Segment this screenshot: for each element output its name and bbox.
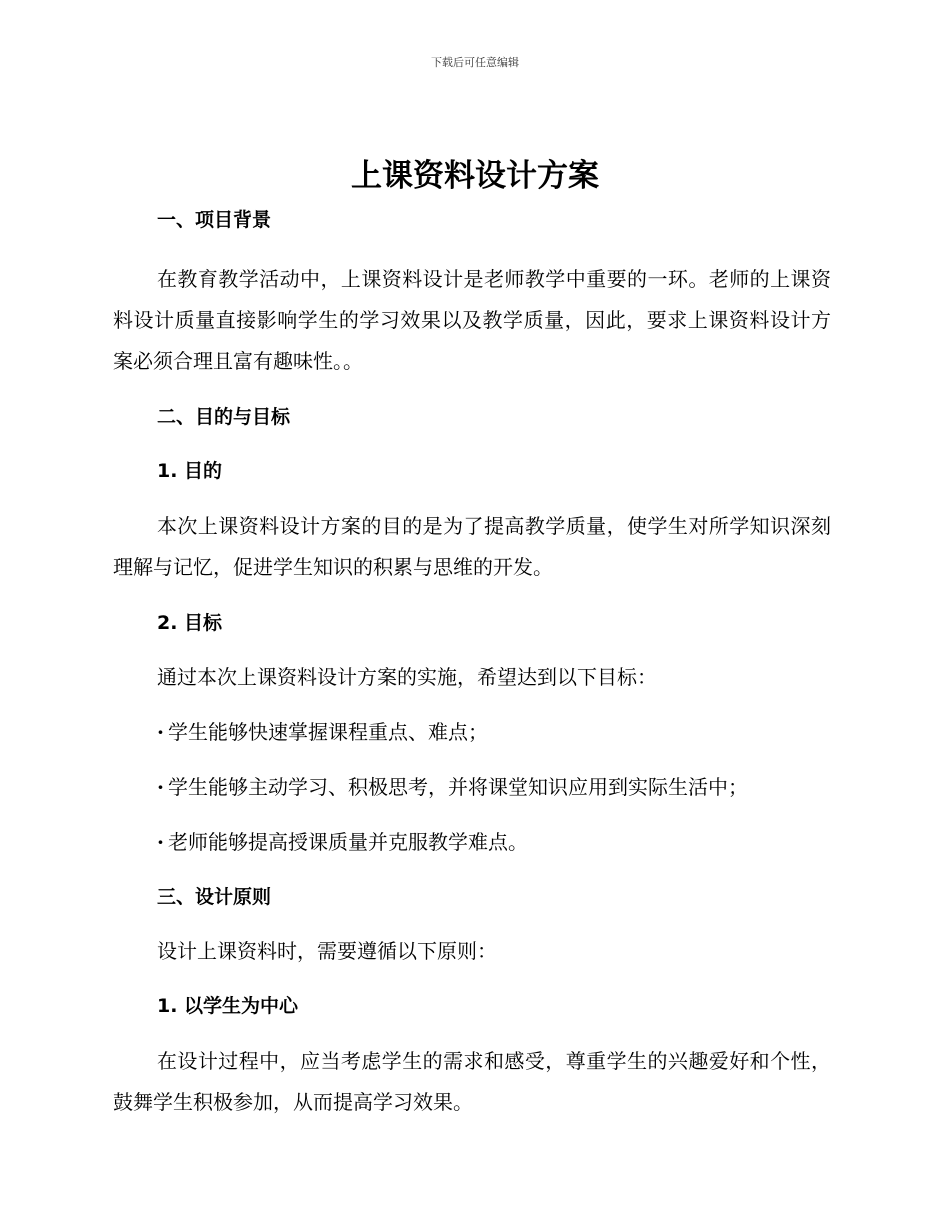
- list-item-text: 学生能够快速掌握课程重点、难点；: [167, 720, 488, 744]
- paragraph-purpose: 本次上课资料设计方案的目的是为了提高教学质量，使学生对所学知识深刻理解与记忆，促进学生知识的积累与思维的开发。: [113, 514, 831, 579]
- bullet-dot-icon: ·: [157, 720, 164, 744]
- paragraph-background: 在教育教学活动中，上课资料设计是老师教学中重要的一环。老师的上课资料设计质量直接影响学生的学习效果以及教学质量，因此，要求上课资料设计方案必须合理且富有趣味性。。: [113, 267, 831, 373]
- list-item-text: 学生能够主动学习、积极思考，并将课堂知识应用到实际生活中；: [167, 775, 748, 799]
- section-heading-principles: 三、设计原则: [157, 886, 272, 908]
- subheading-purpose: 1. 目的: [157, 460, 223, 482]
- subheading-student-centered: 1. 以学生为中心: [157, 995, 299, 1017]
- document-title: 上课资料设计方案: [351, 158, 599, 194]
- page-header-note: 下载后可任意编辑: [431, 56, 519, 69]
- paragraph-targets-intro: 通过本次上课资料设计方案的实施，希望达到以下目标：: [157, 665, 657, 689]
- paragraph-principles-intro: 设计上课资料时，需要遵循以下原则：: [157, 939, 497, 963]
- paragraph-student-centered: 在设计过程中，应当考虑学生的需求和感受，尊重学生的兴趣爱好和个性，鼓舞学生积极参加，从而提高学习效果。: [113, 1049, 831, 1114]
- list-item: [113, 772, 831, 802]
- document-body: [113, 205, 831, 1123]
- list-item-text: 老师能够提高授课质量并克服教学难点。: [167, 830, 528, 854]
- list-item: [113, 717, 831, 747]
- bullet-dot-icon: ·: [157, 830, 164, 854]
- section-heading-background: 一、项目背景: [157, 209, 272, 231]
- subheading-targets: 2. 目标: [157, 612, 223, 634]
- bullet-dot-icon: ·: [157, 775, 164, 799]
- list-item: [113, 827, 831, 857]
- section-heading-goals: 二、目的与目标: [157, 406, 291, 428]
